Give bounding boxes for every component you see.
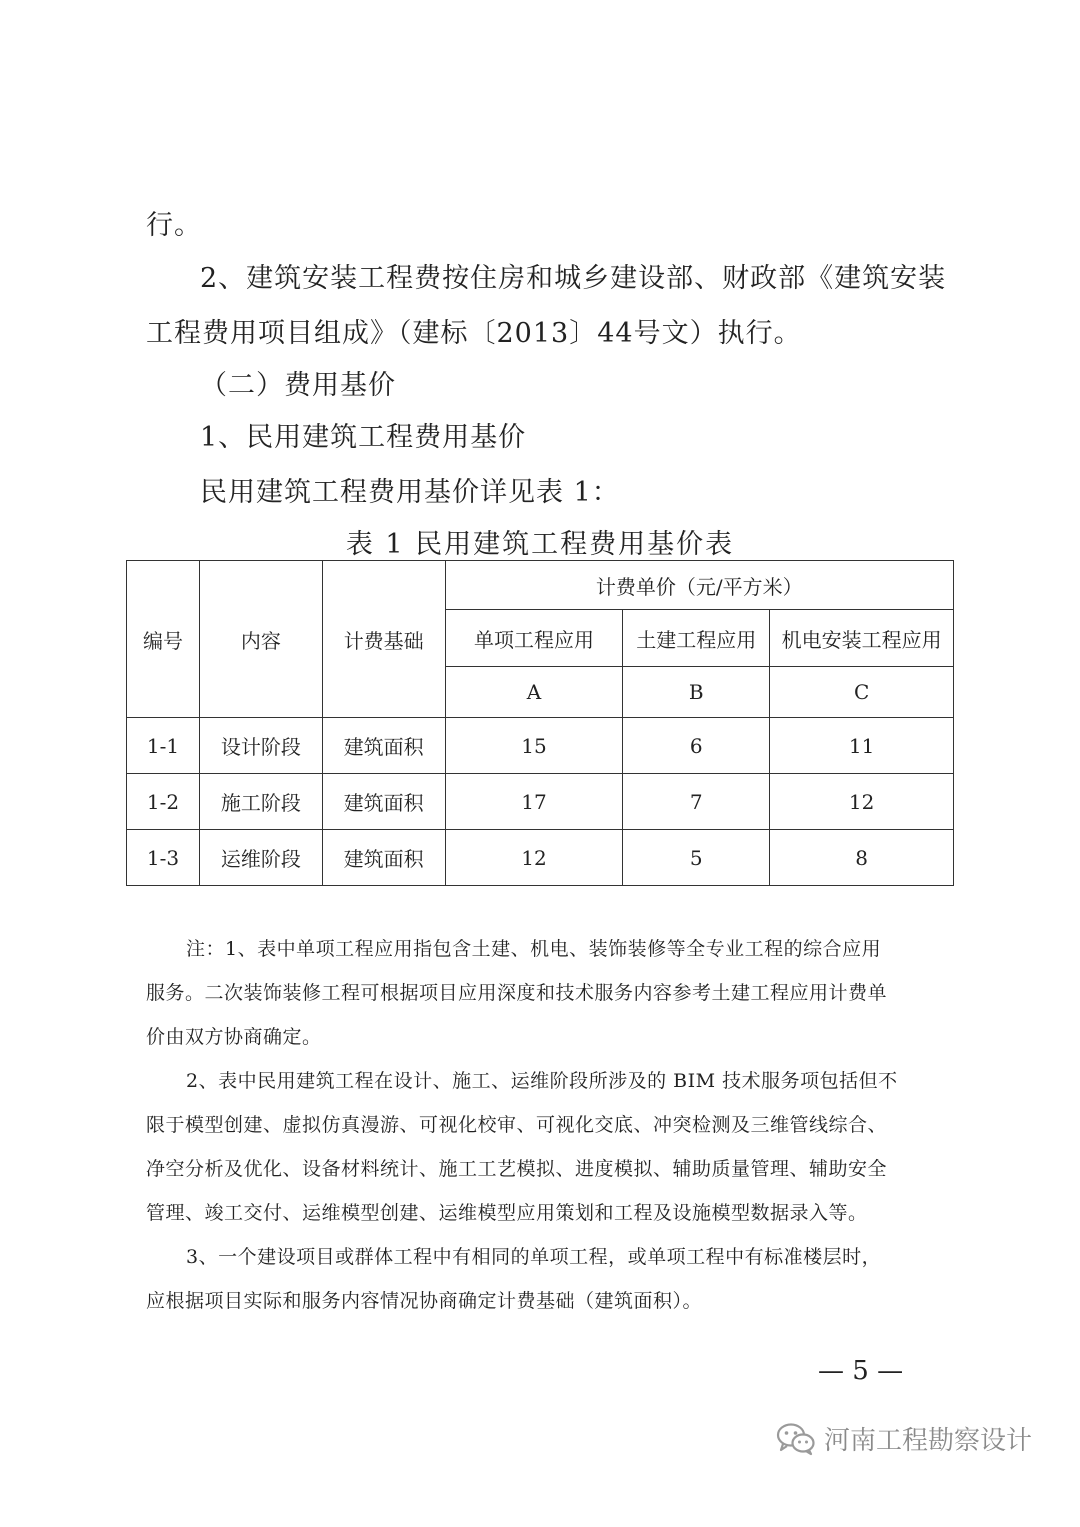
header-col-a: 单项工程应用 bbox=[445, 610, 623, 667]
header-col-c: 机电安装工程应用 bbox=[770, 610, 954, 667]
cell-basis: 建筑面积 bbox=[322, 830, 445, 886]
section-heading: （二）费用基价 bbox=[200, 370, 396, 401]
header-code: 编号 bbox=[127, 561, 200, 718]
cell-c: 11 bbox=[770, 718, 954, 774]
cell-code: 1-3 bbox=[127, 830, 200, 886]
cell-code: 1-2 bbox=[127, 774, 200, 830]
note-1-line-3: 价由双方协商确定。 bbox=[146, 1026, 322, 1048]
header-letter-c: C bbox=[770, 667, 954, 718]
header-letter-a: A bbox=[445, 667, 623, 718]
cell-content: 设计阶段 bbox=[199, 718, 322, 774]
note-1-line-1: 注：1、表中单项工程应用指包含土建、机电、装饰装修等全专业工程的综合应用 bbox=[186, 938, 882, 960]
cell-b: 7 bbox=[623, 774, 770, 830]
paragraph-continuation: 行。 bbox=[146, 210, 202, 241]
table-row bbox=[127, 774, 954, 830]
wechat-icon bbox=[776, 1422, 816, 1456]
table-row bbox=[127, 830, 954, 886]
paragraph-item-2-cont: 工程费用项目组成》（建标〔2013〕44号文）执行。 bbox=[146, 318, 802, 349]
paragraph-item-2: 2、建筑安装工程费按住房和城乡建设部、财政部《建筑安装 bbox=[200, 263, 947, 294]
note-3-line-1: 3、一个建设项目或群体工程中有相同的单项工程，或单项工程中有标准楼层时， bbox=[186, 1246, 882, 1268]
cell-content: 运维阶段 bbox=[199, 830, 322, 886]
cell-c: 12 bbox=[770, 774, 954, 830]
cell-code: 1-1 bbox=[127, 718, 200, 774]
table-title: 表 1 民用建筑工程费用基价表 bbox=[345, 529, 735, 560]
subsection-heading: 1、民用建筑工程费用基价 bbox=[200, 422, 527, 453]
header-letter-b: B bbox=[623, 667, 770, 718]
watermark bbox=[776, 1420, 1032, 1457]
cell-basis: 建筑面积 bbox=[322, 718, 445, 774]
cell-basis: 建筑面积 bbox=[322, 774, 445, 830]
cell-content: 施工阶段 bbox=[199, 774, 322, 830]
cell-b: 6 bbox=[623, 718, 770, 774]
fee-table bbox=[126, 560, 954, 886]
note-1-line-2: 服务。二次装饰装修工程可根据项目应用深度和技术服务内容参考土建工程应用计费单 bbox=[146, 982, 888, 1004]
header-col-b: 土建工程应用 bbox=[623, 610, 770, 667]
note-2-line-3: 净空分析及优化、设备材料统计、施工工艺模拟、进度模拟、辅助质量管理、辅助安全 bbox=[146, 1158, 888, 1180]
cell-c: 8 bbox=[770, 830, 954, 886]
note-2-line-2: 限于模型创建、虚拟仿真漫游、可视化校审、可视化交底、冲突检测及三维管线综合、 bbox=[146, 1114, 888, 1136]
note-3-line-2: 应根据项目实际和服务内容情况协商确定计费基础（建筑面积）。 bbox=[146, 1290, 703, 1312]
note-2-line-4: 管理、竣工交付、运维模型创建、运维模型应用策划和工程及设施模型数据录入等。 bbox=[146, 1202, 868, 1224]
cell-a: 12 bbox=[445, 830, 623, 886]
header-unit-price: 计费单价（元/平方米） bbox=[445, 561, 953, 610]
note-2-line-1: 2、表中民用建筑工程在设计、施工、运维阶段所涉及的 BIM 技术服务项包括但不 bbox=[186, 1070, 898, 1092]
table-header-row bbox=[127, 561, 954, 610]
cell-b: 5 bbox=[623, 830, 770, 886]
page-number: — 5 — bbox=[818, 1356, 904, 1386]
header-basis: 计费基础 bbox=[322, 561, 445, 718]
cell-a: 15 bbox=[445, 718, 623, 774]
cell-a: 17 bbox=[445, 774, 623, 830]
table-row bbox=[127, 718, 954, 774]
table-intro: 民用建筑工程费用基价详见表 1： bbox=[200, 477, 620, 508]
watermark-text: 河南工程勘察设计 bbox=[824, 1426, 1033, 1456]
header-content: 内容 bbox=[199, 561, 322, 718]
